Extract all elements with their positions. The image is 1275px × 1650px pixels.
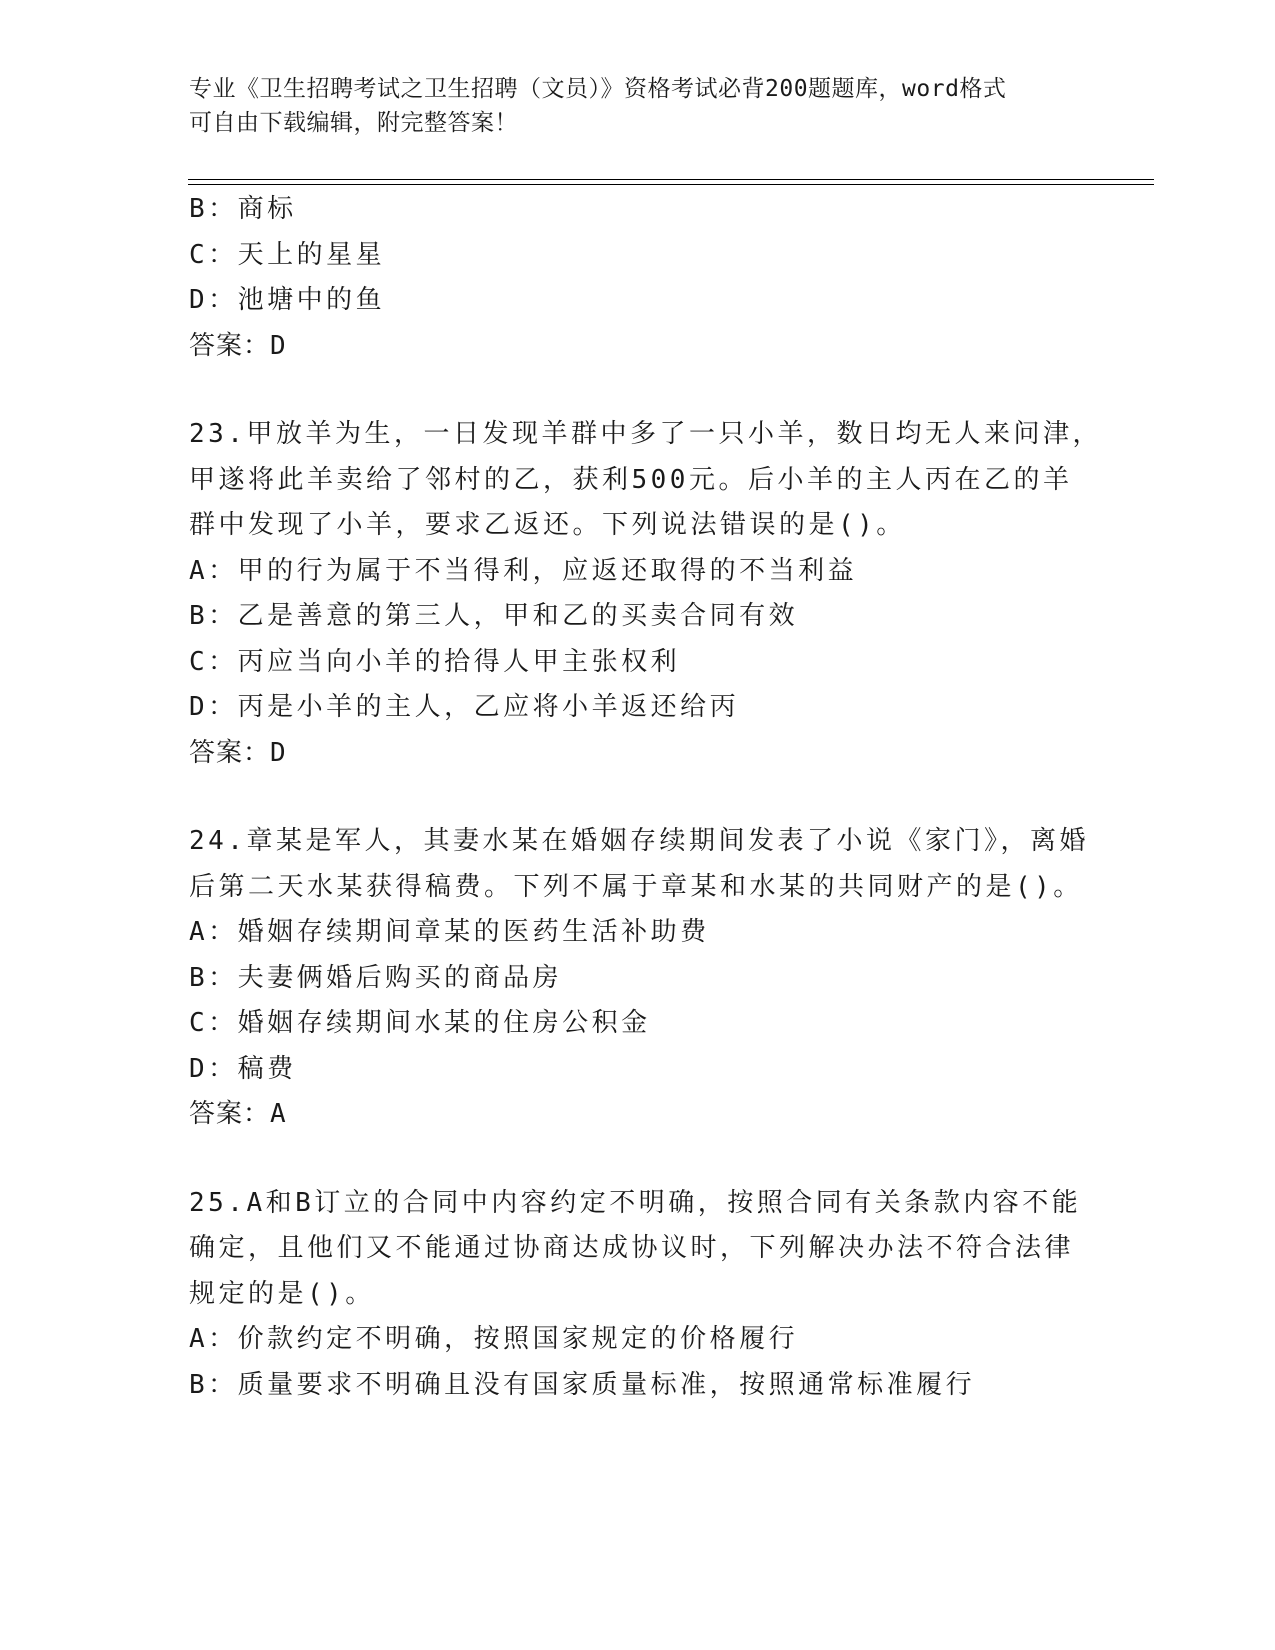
question-25 [189, 1181, 1089, 1409]
question-stem-line: 24.章某是军人，其妻水某在婚姻存续期间发表了小说《家门》，离婚 [189, 826, 1089, 856]
option-a: A：价款约定不明确，按照国家规定的价格履行 [189, 1324, 799, 1354]
question-stem-line: 23.甲放羊为生，一日发现羊群中多了一只小羊，数日均无人来问津， [189, 419, 1102, 449]
question-spacer [189, 1138, 1089, 1181]
header-title-line-2: 可自由下载编辑，附完整答案！ [189, 110, 518, 136]
question-stem-line: 后第二天水某获得稿费。下列不属于章某和水某的共同财产的是()。 [189, 871, 1083, 902]
question-23 [189, 412, 1102, 776]
option-b: B：商标 [189, 194, 297, 224]
document-header [189, 72, 1089, 140]
question-stem-line: 确定，且他们又不能通过协商达成协议时，下列解决办法不符合法律 [189, 1233, 1075, 1263]
question-24 [189, 819, 1089, 1138]
answer-line: 答案：D [189, 330, 287, 361]
answer-line: 答案：A [189, 1099, 287, 1129]
header-title-line-1: 专业《卫生招聘考试之卫生招聘（文员）》资格考试必背200题题库，word格式 [189, 76, 1007, 102]
question-stem-line: 25.A和B订立的合同中内容约定不明确，按照合同有关条款内容不能 [189, 1187, 1082, 1218]
option-c: C：天上的星星 [189, 239, 386, 270]
option-b: B：夫妻俩婚后购买的商品房 [189, 962, 563, 993]
option-b: B：乙是善意的第三人，甲和乙的买卖合同有效 [189, 601, 799, 631]
question-spacer [189, 776, 1089, 819]
option-a: A：甲的行为属于不当得利，应返还取得的不当利益 [189, 555, 858, 586]
question-stem-line: 甲遂将此羊卖给了邻村的乙，获利500元。后小羊的主人丙在乙的羊 [189, 464, 1073, 495]
option-d: D：池塘中的鱼 [189, 285, 386, 315]
header-rule-bottom [188, 184, 1154, 185]
question-spacer [189, 369, 1089, 412]
question-stem-line: 规定的是()。 [189, 1278, 375, 1309]
option-d: D：丙是小羊的主人，乙应将小羊返还给丙 [189, 692, 740, 722]
option-c: C：婚姻存续期间水某的住房公积金 [189, 1008, 651, 1038]
question-22 [189, 187, 1089, 369]
header-rule-top [188, 179, 1154, 180]
option-d: D：稿费 [189, 1053, 297, 1084]
option-c: C：丙应当向小羊的拾得人甲主张权利 [189, 646, 681, 677]
option-b: B：质量要求不明确且没有国家质量标准，按照通常标准履行 [189, 1369, 976, 1400]
question-list [189, 187, 1102, 1408]
option-a: A：婚姻存续期间章某的医药生活补助费 [189, 917, 710, 947]
answer-line: 答案：D [189, 737, 287, 768]
question-stem-line: 群中发现了小羊，要求乙返还。下列说法错误的是()。 [189, 510, 906, 540]
